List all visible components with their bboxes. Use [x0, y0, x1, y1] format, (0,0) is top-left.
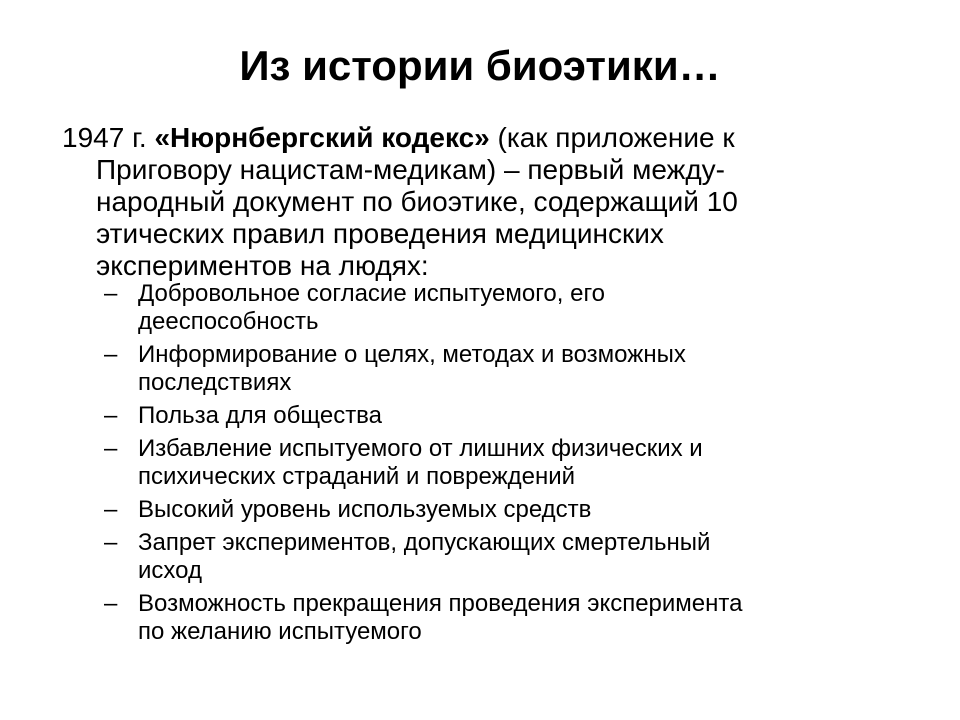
rule-item	[104, 435, 904, 491]
intro-line-1-rest: (как приложение к	[497, 122, 735, 153]
intro-line-4: этических правил проведения медицинских	[96, 218, 664, 249]
dash-bullet: –	[104, 402, 118, 429]
rule-line: последствиях	[138, 369, 292, 396]
rule-item	[104, 280, 904, 336]
intro-code-name: «Нюрнбергский кодекс»	[154, 122, 490, 153]
rules-list	[104, 280, 904, 651]
rule-line: Запрет экспериментов, допускающих смертельный	[138, 529, 711, 556]
rule-line: Высокий уровень используемых средств	[138, 496, 592, 523]
rule-item	[104, 402, 904, 430]
intro-line-5: экспериментов на людях:	[96, 250, 429, 281]
rule-item	[104, 529, 904, 585]
intro-line-2: Приговору нацистам-медикам) – первый между-	[96, 154, 726, 185]
rule-item	[104, 496, 904, 524]
intro-line-3: народный документ по биоэтике, содержащий 10	[96, 186, 738, 217]
rule-line: дееспособность	[138, 308, 319, 335]
rule-line: Возможность прекращения проведения эксперимента	[138, 590, 743, 617]
dash-bullet: –	[104, 529, 118, 556]
rule-line: психических страданий и повреждений	[138, 463, 576, 490]
intro-line-1	[62, 122, 862, 154]
slide-title: Из истории биоэтики…	[239, 42, 721, 89]
rule-line: по желанию испытуемого	[138, 618, 422, 645]
dash-bullet: –	[104, 435, 118, 462]
rule-line: Польза для общества	[138, 402, 383, 429]
intro-year: 1947 г.	[62, 122, 147, 153]
rule-item	[104, 341, 904, 397]
rule-line: Избавление испытуемого от лишних физических и	[138, 435, 703, 462]
rule-item	[104, 590, 904, 646]
dash-bullet: –	[104, 341, 118, 368]
dash-bullet: –	[104, 280, 118, 307]
dash-bullet: –	[104, 496, 118, 523]
rule-line: Добровольное согласие испытуемого, его	[138, 280, 606, 307]
dash-bullet: –	[104, 590, 118, 617]
rule-line: Информирование о целях, методах и возможных	[138, 341, 686, 368]
rule-line: исход	[138, 557, 202, 584]
intro-paragraph	[62, 122, 862, 282]
